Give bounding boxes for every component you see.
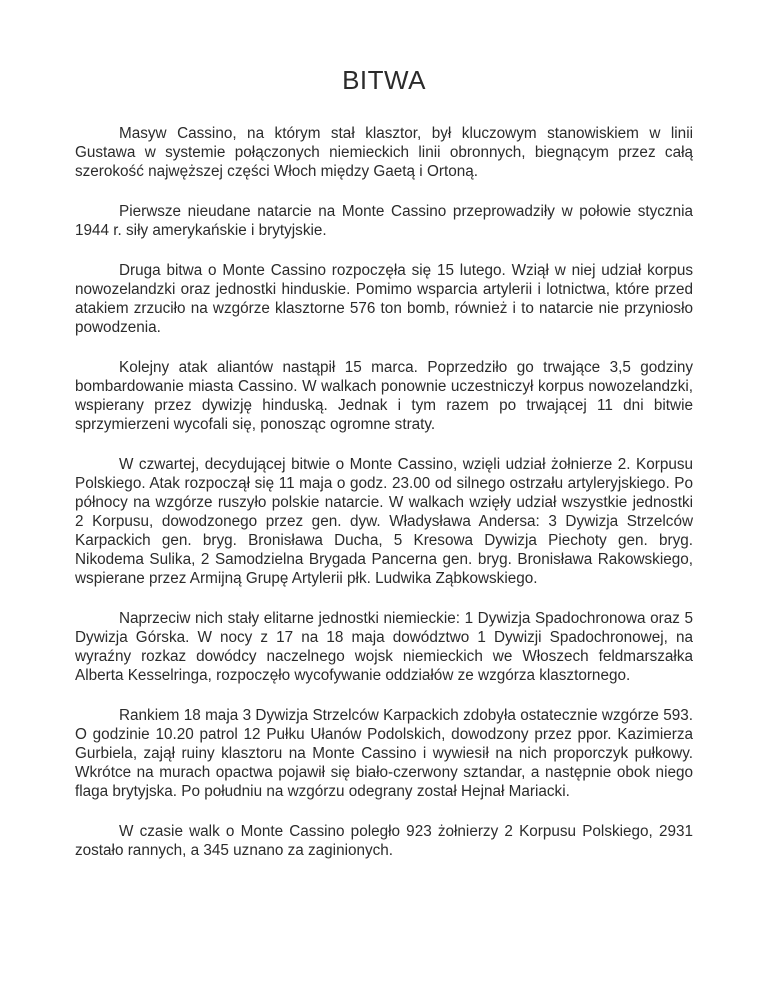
paragraph-5: W czwartej, decydującej bitwie o Monte Cassino, wzięli udział żołnierze 2. Korpusu Polskiego. Atak rozpoczął się 11 maja o godz. 23.00 od silnego ostrzału artyleryjskiego. Po północy na wzgórze ruszyło polskie natarcie. W walkach wzięły udział wszystkie jednostki 2 Korpusu, dowodzonego przez gen. dyw. Władysława Andersa: 3 Dywizja Strzelców Karpackich gen. bryg. Bronisława Ducha, 5 Kresowa Dywizja Piechoty gen. bryg. Nikodema Sulika, 2 Samodzielna Brygada Pancerna gen. bryg. Bronisława Rakowskiego, wspierane przez Armijną Grupę Artylerii płk. Ludwika Ząbkowskiego. (75, 456, 693, 587)
paragraph-8: W czasie walk o Monte Cassino poległo 923 żołnierzy 2 Korpusu Polskiego, 2931 zostało rannych, a 345 uznano za zaginionych. (75, 823, 693, 859)
paragraph-6: Naprzeciw nich stały elitarne jednostki niemieckie: 1 Dywizja Spadochronowa oraz 5 Dywizja Górska. W nocy z 17 na 18 maja dowództwo 1 Dywizji Spadochronowej, na wyraźny rozkaz dowódcy naczelnego wojsk niemieckich we Włoszech feldmarszałka Alberta Kesselringa, rozpoczęło wycofywanie oddziałów ze wzgórza klasztornego. (75, 610, 693, 684)
paragraph-7: Rankiem 18 maja 3 Dywizja Strzelców Karpackich zdobyła ostatecznie wzgórze 593. O godzinie 10.20 patrol 12 Pułku Ułanów Podolskich, dowodzony przez ppor. Kazimierza Gurbiela, zajął ruiny klasztoru na Monte Cassino i wywiesił na nich proporczyk pułkowy. Wkrótce na murach opactwa pojawił się biało-czerwony sztandar, a następnie obok niego flaga brytyjska. Po południu na wzgórzu odegrany został Hejnał Mariacki. (75, 707, 693, 800)
paragraph-1: Masyw Cassino, na którym stał klasztor, był kluczowym stanowiskiem w linii Gustawa w systemie połączonych niemieckich linii obronnych, biegnącym przez całą szerokość najwęższej części Włoch między Gaetą i Ortoną. (75, 125, 693, 180)
paragraph-3: Druga bitwa o Monte Cassino rozpoczęła się 15 lutego. Wziął w niej udział korpus nowozelandzki oraz jednostki hinduskie. Pomimo wsparcia artylerii i lotnictwa, które przed atakiem zrzuciło na wzgórze klasztorne 576 ton bomb, również i to natarcie nie przyniosło powodzenia. (75, 262, 693, 336)
page-title: BITWA (342, 65, 426, 95)
paragraph-4: Kolejny atak aliantów nastąpił 15 marca. Poprzedziło go trwające 3,5 godziny bombardowanie miasta Cassino. W walkach ponownie uczestniczył korpus nowozelandzki, wspierany przez dywizję hinduską. Jednak i tym razem po trwającej 11 dni bitwie sprzymierzeni wycofali się, ponosząc ogromne straty. (75, 359, 693, 433)
document-body (75, 124, 693, 860)
document-page (75, 0, 693, 881)
paragraph-2: Pierwsze nieudane natarcie na Monte Cassino przeprowadziły w połowie stycznia 1944 r. siły amerykańskie i brytyjskie. (75, 203, 693, 239)
